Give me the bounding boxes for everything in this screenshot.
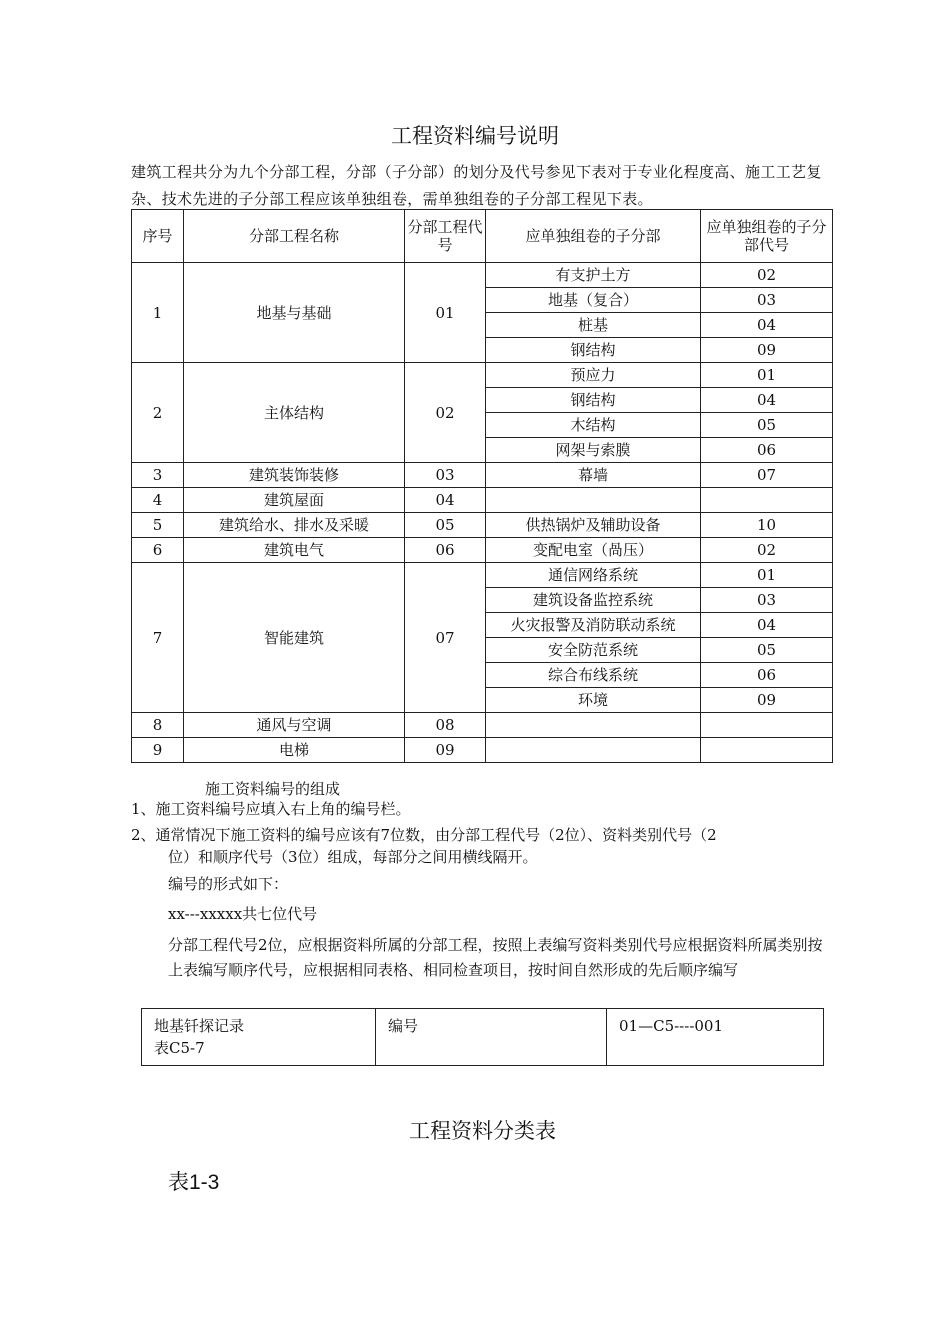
- division-number-cell: 3: [132, 463, 184, 488]
- division-name-cell: 电梯: [184, 738, 405, 763]
- sample-row: [142, 1009, 824, 1066]
- division-number-cell: 1: [132, 263, 184, 363]
- page-title: 工程资料编号说明: [391, 124, 559, 148]
- division-code-cell: 06: [405, 538, 486, 563]
- division-name-cell: 主体结构: [184, 363, 405, 463]
- division-code-cell: 05: [405, 513, 486, 538]
- subdivision-code-cell: 05: [701, 413, 833, 438]
- subdivision-code-cell: [701, 713, 833, 738]
- subdivision-code-cell: 05: [701, 638, 833, 663]
- header-cell: 分部工程代号: [405, 210, 486, 263]
- table-row: [132, 363, 833, 388]
- division-name-cell: 建筑装饰装修: [184, 463, 405, 488]
- subdivision-code-cell: 09: [701, 338, 833, 363]
- subdivision-name-cell: 木结构: [486, 413, 701, 438]
- format-example: xx---xxxxx共七位代号: [168, 905, 318, 923]
- subdivision-code-cell: 02: [701, 538, 833, 563]
- explanation-paragraph: 分部工程代号2位，应根据资料所属的分部工程，按照上表编写资料类别代号应根据资料所属类别按上表编写顺序代号，应根据相同表格、相同检查项目，按时间自然形成的先后顺序编写: [168, 936, 823, 979]
- rule-2-line-1: 2、通常情况下施工资料的编号应该有7位数，由分部工程代号（2位）、资料类别代号（2: [131, 826, 717, 844]
- subdivision-code-cell: 01: [701, 363, 833, 388]
- rule-1: 1、施工资料编号应填入右上角的编号栏。: [131, 800, 411, 818]
- subdivision-name-cell: 有支护土方: [486, 263, 701, 288]
- division-name-cell: 地基与基础: [184, 263, 405, 363]
- sample-number-table: [141, 1008, 824, 1066]
- subdivision-name-cell: [486, 488, 701, 513]
- division-number-cell: 6: [132, 538, 184, 563]
- header-cell: 分部工程名称: [184, 210, 405, 263]
- header-cell: 应单独组卷的子分部代号: [701, 210, 833, 263]
- subdivision-code-cell: 01: [701, 563, 833, 588]
- header-cell: 应单独组卷的子分部: [486, 210, 701, 263]
- subdivision-code-cell: 02: [701, 263, 833, 288]
- subdivision-name-cell: 钢结构: [486, 338, 701, 363]
- sample-number-label: 编号: [376, 1009, 607, 1066]
- sample-name: 地基钎探记录: [154, 1017, 245, 1035]
- division-number-cell: 9: [132, 738, 184, 763]
- sample-form-id: 表C5-7: [154, 1039, 205, 1057]
- division-code-cell: 08: [405, 713, 486, 738]
- table-row: [132, 263, 833, 288]
- division-code-cell: 02: [405, 363, 486, 463]
- table-row: [132, 463, 833, 488]
- classification-title: 工程资料分类表: [409, 1119, 556, 1143]
- division-name-cell: 通风与空调: [184, 713, 405, 738]
- subdivision-name-cell: 供热锅炉及辅助设备: [486, 513, 701, 538]
- subdivision-name-cell: 桩基: [486, 313, 701, 338]
- division-number-cell: 2: [132, 363, 184, 463]
- subdivision-name-cell: 地基（复合）: [486, 288, 701, 313]
- table-header-row: [132, 210, 833, 263]
- division-number-cell: 4: [132, 488, 184, 513]
- division-code-cell: 03: [405, 463, 486, 488]
- subdivision-code-cell: 07: [701, 463, 833, 488]
- division-code-cell: 01: [405, 263, 486, 363]
- composition-title: 施工资料编号的组成: [205, 780, 341, 798]
- subdivision-code-cell: 03: [701, 288, 833, 313]
- subdivision-name-cell: 预应力: [486, 363, 701, 388]
- division-code-cell: 09: [405, 738, 486, 763]
- sample-number-value: 01—C5----001: [607, 1009, 824, 1066]
- table-number: 表1-3: [168, 1171, 220, 1194]
- subdivision-name-cell: 火灾报警及消防联动系统: [486, 613, 701, 638]
- rule-2: [131, 824, 831, 868]
- subdivision-name-cell: 通信网络系统: [486, 563, 701, 588]
- subdivision-code-cell: 09: [701, 688, 833, 713]
- subdivision-code-cell: 04: [701, 613, 833, 638]
- division-number-cell: 8: [132, 713, 184, 738]
- subdivision-name-cell: [486, 738, 701, 763]
- subdivision-name-cell: 建筑设备监控系统: [486, 588, 701, 613]
- subdivision-name-cell: 环境: [486, 688, 701, 713]
- subdivision-code-cell: [701, 488, 833, 513]
- intro-paragraph: 建筑工程共分为九个分部工程，分部（子分部）的划分及代号参见下表对于专业化程度高、施工工艺复杂、技术先进的子分部工程应该单独组卷，需单独组卷的子分部工程见下表。: [131, 163, 822, 208]
- format-label: 编号的形式如下：: [168, 875, 289, 893]
- subdivision-name-cell: 幕墙: [486, 463, 701, 488]
- division-name-cell: 建筑屋面: [184, 488, 405, 513]
- subdivision-code-cell: 04: [701, 313, 833, 338]
- division-code-cell: 07: [405, 563, 486, 713]
- table-row: [132, 538, 833, 563]
- division-name-cell: 智能建筑: [184, 563, 405, 713]
- division-name-cell: 建筑给水、排水及采暖: [184, 513, 405, 538]
- subdivision-code-cell: 03: [701, 588, 833, 613]
- subdivision-code-cell: [701, 738, 833, 763]
- table-row: [132, 738, 833, 763]
- subdivision-code-cell: 04: [701, 388, 833, 413]
- subdivision-name-cell: 网架与索膜: [486, 438, 701, 463]
- subdivision-code-cell: 10: [701, 513, 833, 538]
- subdivision-name-cell: 安全防范系统: [486, 638, 701, 663]
- table-row: [132, 513, 833, 538]
- subdivision-name-cell: 变配电室（咼压）: [486, 538, 701, 563]
- header-cell: 序号: [132, 210, 184, 263]
- rule-2-line-2: 位）和顺序代号（3位）组成，每部分之间用横线隔开。: [168, 848, 538, 866]
- division-number-cell: 5: [132, 513, 184, 538]
- division-code-table: [131, 209, 833, 763]
- subdivision-code-cell: 06: [701, 663, 833, 688]
- subdivision-name-cell: 钢结构: [486, 388, 701, 413]
- division-name-cell: 建筑电气: [184, 538, 405, 563]
- subdivision-name-cell: [486, 713, 701, 738]
- table-row: [132, 488, 833, 513]
- subdivision-code-cell: 06: [701, 438, 833, 463]
- table-row: [132, 563, 833, 588]
- table-row: [132, 713, 833, 738]
- sample-name-cell: [142, 1009, 376, 1066]
- subdivision-name-cell: 综合布线系统: [486, 663, 701, 688]
- division-code-cell: 04: [405, 488, 486, 513]
- division-number-cell: 7: [132, 563, 184, 713]
